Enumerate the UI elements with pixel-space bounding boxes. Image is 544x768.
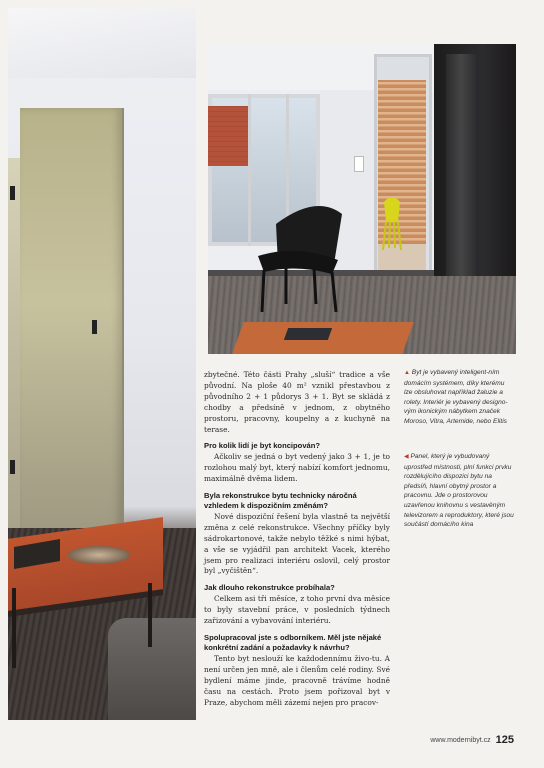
yellow-chair: [380, 192, 404, 252]
interview-question: Spolupracoval jste s odborníkem. Měl jste nějaké konkrétní zadání a požadavky k návrhu?: [204, 632, 382, 653]
black-armchair: [256, 194, 346, 314]
article-paragraph: Ačkoliv se jedná o byt vedený jako 3 + 1, je to rozlohou malý byt, který nabízí komfort jednomu, maximálně dvěma lidem.: [204, 452, 390, 483]
light-switch: [354, 156, 364, 172]
caption-text: Byt je vybavený inteligent-ním domácím systémem, díky kterému lze obsluhovat například žaluzie a rolety. Interiér je vybavený designo-vým ikonickým nábytkem značek Moroso, Vitra, Artemide, nebo Elitis: [404, 369, 508, 425]
page-number: 125: [495, 734, 514, 746]
article-paragraph: Nové dispoziční řešení byla vlastně ta největší změna z celé rekonstrukce. Všechny příčky byly sádrokartonové, takže nebylo těžké s nimi hýbat, a vše se vyjádřil pan architekt Vacek, kterého jsem pro realizaci interiéru oslovil, celý prostor byl „vyčištěn“.: [204, 511, 390, 576]
decorative-bowl: [68, 546, 130, 564]
book: [284, 328, 332, 340]
panel-reflection: [446, 54, 476, 314]
caption-text: Panel, který je vybudovaný uprostřed místnosti, plní funkci prvku rozdělujícího dispozici bytu na předsíň, hlavní obytný prostor a pracovnu. Jde o prostorovou uzavřenou knihovnu s vestavěným televizorem a reproduktory, které jsou součástí domácího kina: [404, 453, 514, 529]
photo-caption-top: [404, 368, 514, 427]
page-footer: [430, 734, 514, 746]
table-leg: [12, 588, 16, 668]
interview-question: Byla rekonstrukce bytu technicky náročná vzhledem k dispozičním změnám?: [204, 490, 357, 511]
door-handle: [10, 186, 15, 200]
caption-marker-left: ◀: [404, 454, 409, 460]
ceiling: [8, 8, 196, 78]
window-mullion: [248, 94, 251, 246]
photo-interior-right: [208, 44, 516, 354]
article-column: [204, 370, 390, 708]
interview-question: Pro kolik lidí je byt koncipován?: [204, 441, 321, 451]
photo-interior-left: [8, 8, 196, 720]
door-handle: [10, 460, 15, 474]
article-paragraph: Celkem asi tři měsíce, z toho první dva měsíce to byly stavební práce, v posledních týdnech zařizování a vybavování interiéru.: [204, 593, 390, 625]
sofa: [108, 618, 196, 720]
table-leg: [148, 583, 152, 647]
caption-marker-up: ▲: [404, 370, 410, 376]
website-url: www.modernibyt.cz: [430, 736, 491, 744]
article-paragraph: zbytečné. Této části Prahy „sluší“ tradice a vše původní. Na ploše 40 m² vznikl přestavbou z původního 2 + 1 půdorys 3 + 1. Byt se skládá z chodby a předsíně v jednom, z obytného prostoru, pracovny, koupelny a z kuchyně na terase.: [204, 370, 390, 434]
glass-sliding-door: [20, 108, 124, 538]
roof-view: [208, 106, 248, 166]
photo-caption-left: [404, 452, 514, 530]
door-handle: [92, 320, 97, 334]
interview-question: Jak dlouho rekonstrukce probíhala?: [204, 583, 335, 593]
article-paragraph: Tento byt neslouží ke každodennímu živo-tu. A není určen jen mně, ale i členům celé rodiny. Své bydlení máme jinde, pracovně trávíme hodně času na cestách. Proto jsem pořizoval byt v Praze, abychom měli zázemí nejen pro pracov-: [204, 653, 390, 707]
